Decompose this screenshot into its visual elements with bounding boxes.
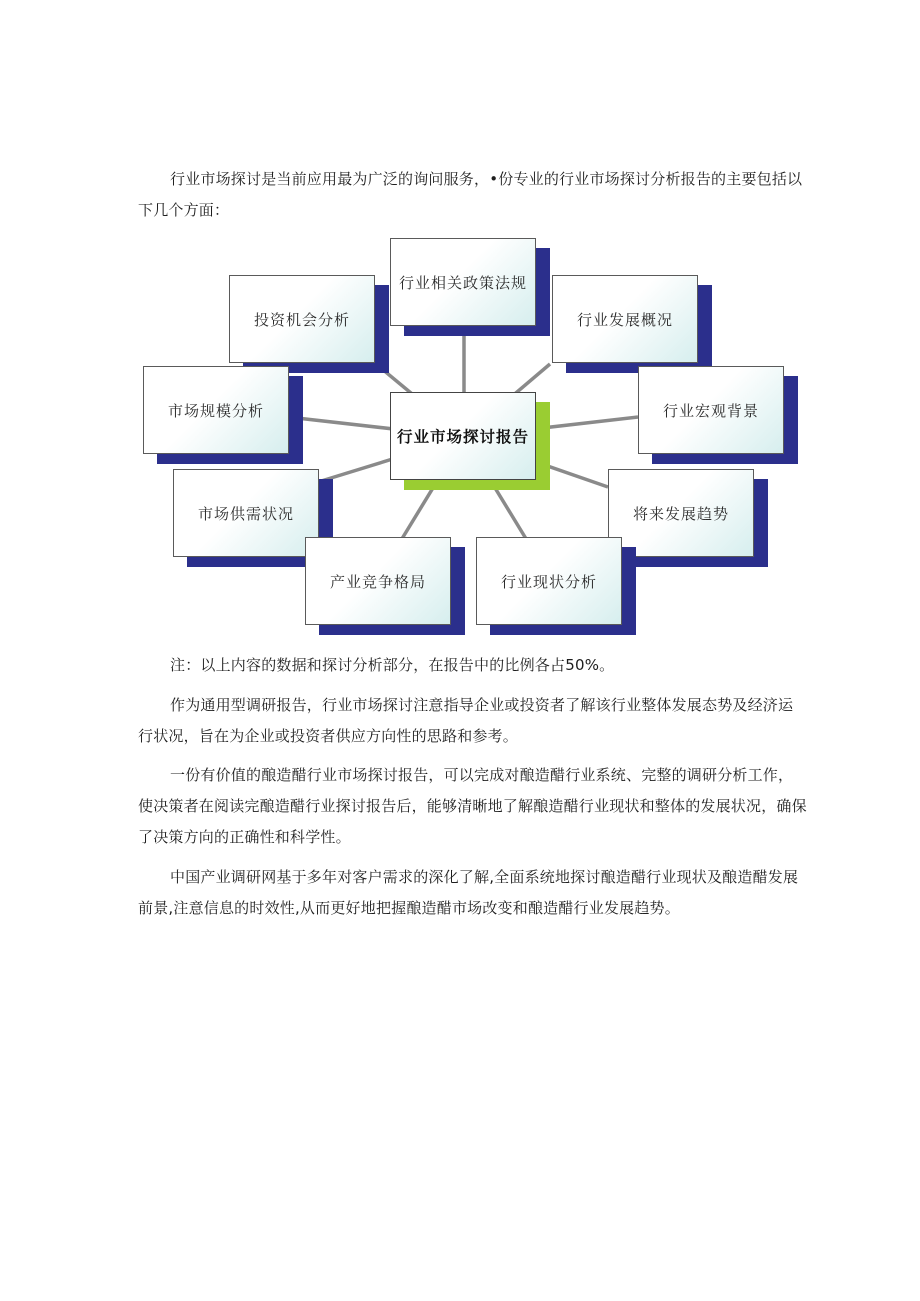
node-policy: 行业相关政策法规	[390, 238, 536, 326]
node-scale: 市场规模分析	[143, 366, 289, 454]
node-supply: 市场供需状况	[173, 469, 319, 557]
node-macro: 行业宏观背景	[638, 366, 784, 454]
paragraph-provider: 中国产业调研网基于多年对客户需求的深化了解,全面系统地探讨酿造醋行业现状及酿造醋发展前景,注意信息的时效性,从而更好地把握酿造醋市场改变和酿造醋行业发展趋势。	[138, 868, 799, 917]
intro-paragraph: 行业市场探讨是当前应用最为广泛的询问服务，•份专业的行业市场探讨分析报告的主要包括以下几个方面：	[138, 170, 803, 219]
paragraph-purpose: 作为通用型调研报告，行业市场探讨注意指导企业或投资者了解该行业整体发展态势及经济运行状况，旨在为企业或投资者供应方向性的思路和参考。	[138, 696, 794, 745]
node-competition: 产业竞争格局	[305, 537, 451, 625]
node-investment: 投资机会分析	[229, 275, 375, 363]
note-paragraph: 注：以上内容的数据和探讨分析部分，在报告中的比例各占50%。	[170, 656, 615, 674]
paragraph-value: 一份有价值的酿造醋行业市场探讨报告，可以完成对酿造醋行业系统、完整的调研分析工作，使决策者在阅读完酿造醋行业探讨报告后，能够清晰地了解酿造醋行业现状和整体的发展状况，确保了决策方向的正确性和科学性。	[138, 766, 807, 846]
node-status: 行业现状分析	[476, 537, 622, 625]
node-future: 将来发展趋势	[608, 469, 754, 557]
report-contents-diagram	[138, 232, 798, 642]
node-overview: 行业发展概况	[552, 275, 698, 363]
node-center-report: 行业市场探讨报告	[390, 392, 536, 480]
